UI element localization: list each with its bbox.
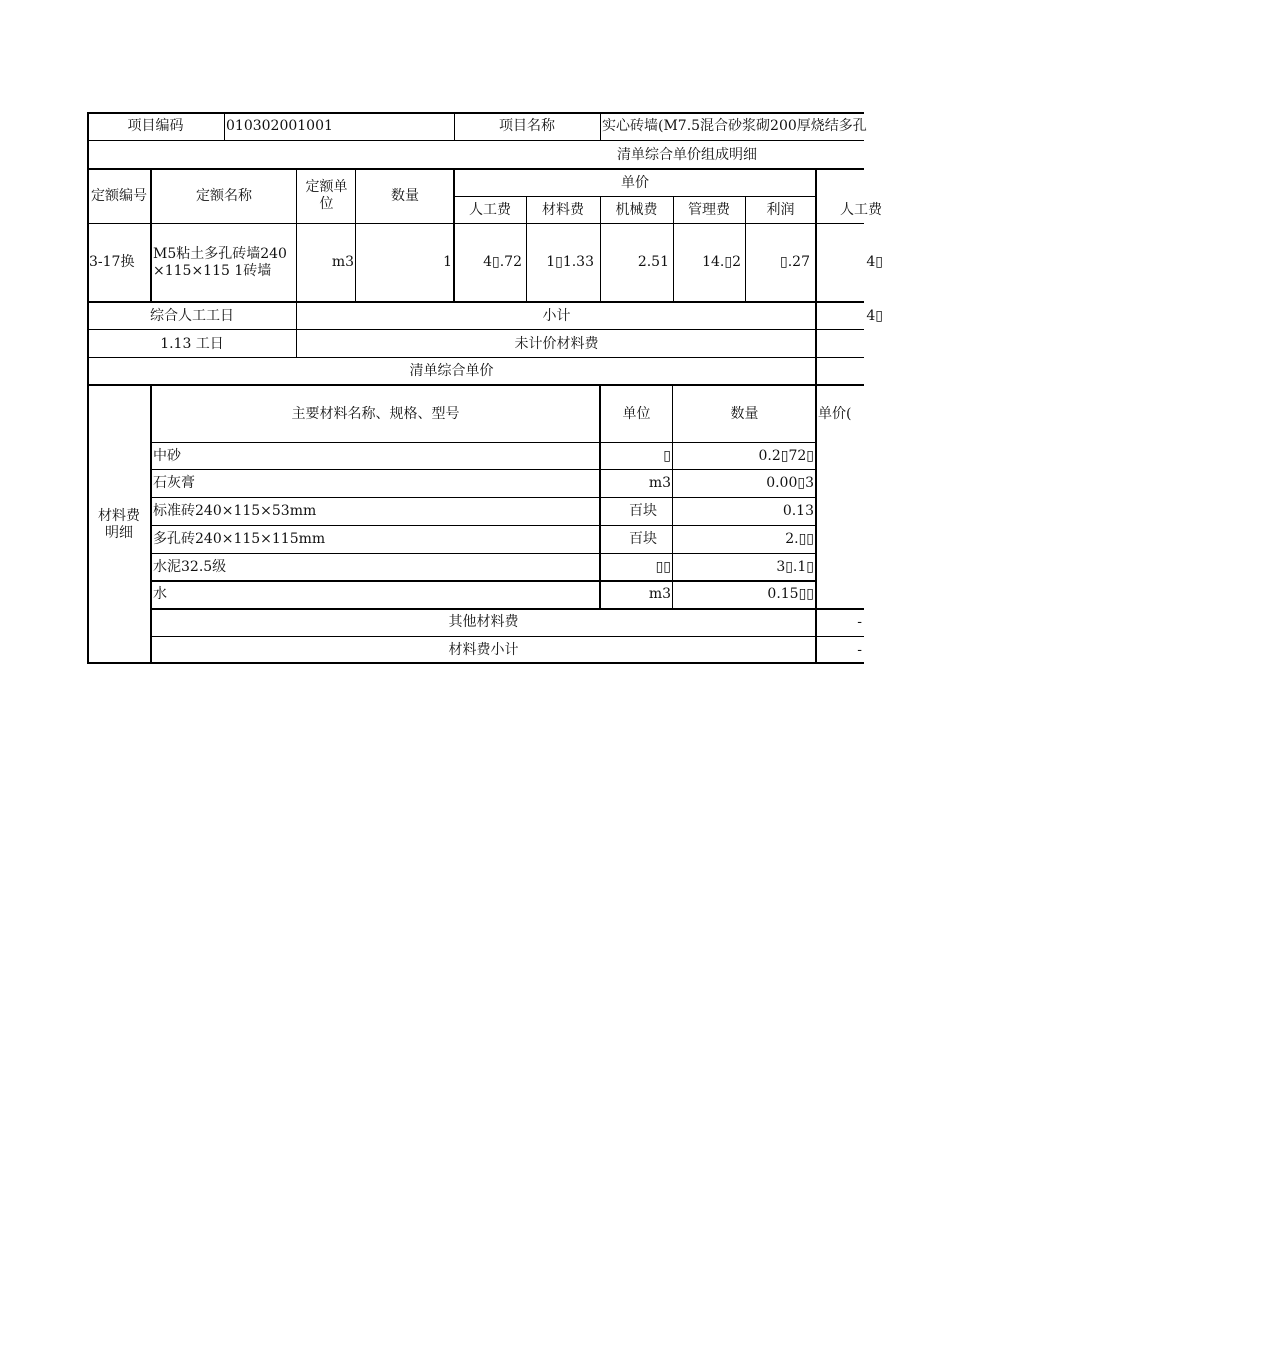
- material-qty: 3▯.1▯: [776, 558, 814, 575]
- labor-total-header: 人工费: [840, 201, 882, 218]
- grid-line: [150, 384, 152, 664]
- grid-line: [87, 301, 864, 303]
- grid-line: [151, 636, 864, 637]
- material-name: 水泥32.5级: [153, 558, 227, 575]
- other-material-value: -: [857, 614, 862, 630]
- grid-line: [296, 168, 297, 357]
- unit-price-header: 单价: [621, 174, 649, 191]
- quota-row-material: 1▯1.33: [546, 254, 594, 270]
- grid-line: [151, 442, 816, 443]
- grid-line: [87, 223, 864, 224]
- material-header: 材料费: [542, 201, 584, 218]
- grid-line: [672, 384, 673, 608]
- material-unit: 百块: [629, 503, 657, 519]
- grid-line: [454, 112, 455, 140]
- unpriced-material-label: 未计价材料费: [514, 335, 599, 352]
- project-code-value: 010302001001: [226, 117, 333, 134]
- material-price-header: 单价(: [818, 405, 852, 422]
- other-material-label: 其他材料费: [448, 614, 519, 630]
- grid-line: [87, 168, 864, 170]
- material-qty: 0.2▯72▯: [758, 447, 814, 464]
- list-unit-price-label: 清单综合单价: [409, 363, 494, 379]
- grid-line: [87, 662, 864, 664]
- grid-line: [151, 525, 816, 526]
- material-unit: ▯▯: [655, 558, 671, 575]
- detail-title: 清单综合单价组成明细: [617, 146, 757, 163]
- quota-row-management: 14.▯2: [702, 254, 741, 270]
- grid-line: [151, 497, 816, 498]
- quota-name-header: 定额名称: [196, 187, 252, 204]
- material-unit: 百块: [629, 531, 657, 547]
- material-qty-header: 数量: [730, 405, 759, 422]
- material-unit: m3: [648, 586, 671, 602]
- material-name-header: 主要材料名称、规格、型号: [291, 405, 460, 422]
- material-qty: 0.00▯3: [766, 475, 814, 491]
- material-unit: m3: [648, 475, 671, 491]
- quantity-header: 数量: [391, 187, 419, 204]
- grid-line: [150, 168, 152, 303]
- quota-row-labor: 4▯.72: [483, 254, 522, 270]
- project-name-value: 实心砖墙(M7.5混合砂浆砌200厚烧结多孔: [602, 117, 867, 134]
- grid-line: [224, 112, 225, 140]
- grid-line: [454, 196, 816, 197]
- quota-row-labor-total: 4▯: [866, 254, 883, 270]
- material-qty: 0.13: [782, 503, 814, 519]
- quota-unit-header: 定额单位: [305, 179, 348, 212]
- grid-line: [600, 112, 601, 140]
- grid-line: [526, 196, 527, 303]
- workday-value: 1.13 工日: [160, 335, 224, 352]
- grid-line: [745, 196, 746, 303]
- grid-line: [87, 112, 864, 114]
- grid-line: [599, 384, 601, 608]
- grid-line: [87, 140, 864, 141]
- material-name: 水: [153, 586, 167, 602]
- quota-no-header: 定额编号: [91, 187, 147, 204]
- management-header: 管理费: [688, 201, 730, 218]
- grid-line: [151, 608, 864, 610]
- subtotal-label: 小计: [542, 308, 571, 324]
- material-qty: 2.▯▯: [785, 531, 814, 547]
- labor-header: 人工费: [469, 201, 511, 218]
- grid-line: [600, 196, 601, 303]
- grid-line: [355, 168, 356, 303]
- material-qty: 0.15▯▯: [767, 586, 814, 602]
- quota-row-profit: ▯.27: [780, 254, 810, 270]
- material-name: 中砂: [153, 447, 181, 464]
- grid-line: [87, 384, 864, 386]
- workday-label: 综合人工工日: [150, 308, 234, 324]
- grid-line: [87, 329, 864, 330]
- profit-header: 利润: [766, 201, 795, 218]
- grid-line: [151, 469, 816, 470]
- subtotal-value: 4▯: [866, 308, 883, 324]
- cost-breakdown-table: [87, 112, 883, 664]
- quota-row-quantity: 1: [443, 254, 452, 270]
- grid-line: [673, 196, 674, 303]
- machine-header: 机械费: [615, 201, 658, 218]
- quota-row-no: 3-17换: [89, 254, 135, 270]
- grid-line: [815, 168, 817, 664]
- grid-line: [87, 357, 864, 358]
- materials-section-label: 材料费明细: [98, 508, 140, 541]
- grid-line: [87, 112, 89, 664]
- material-name: 石灰膏: [153, 475, 195, 491]
- quota-row-unit: m3: [331, 254, 354, 270]
- grid-line: [151, 553, 816, 554]
- material-unit: ▯: [663, 447, 671, 464]
- material-unit-header: 单位: [622, 405, 651, 422]
- material-name: 标准砖240×115×53mm: [153, 503, 317, 519]
- material-subtotal-label: 材料费小计: [448, 642, 519, 658]
- grid-line: [151, 580, 816, 582]
- material-subtotal-value: -: [857, 642, 862, 658]
- project-code-label: 项目编码: [127, 117, 184, 134]
- project-name-label: 项目名称: [499, 117, 555, 134]
- grid-line: [453, 168, 455, 303]
- quota-row-name: M5粘土多孔砖墙240×115×115 1砖墙: [153, 245, 287, 279]
- material-name: 多孔砖240×115×115mm: [153, 531, 326, 547]
- quota-row-machine: 2.51: [637, 254, 669, 270]
